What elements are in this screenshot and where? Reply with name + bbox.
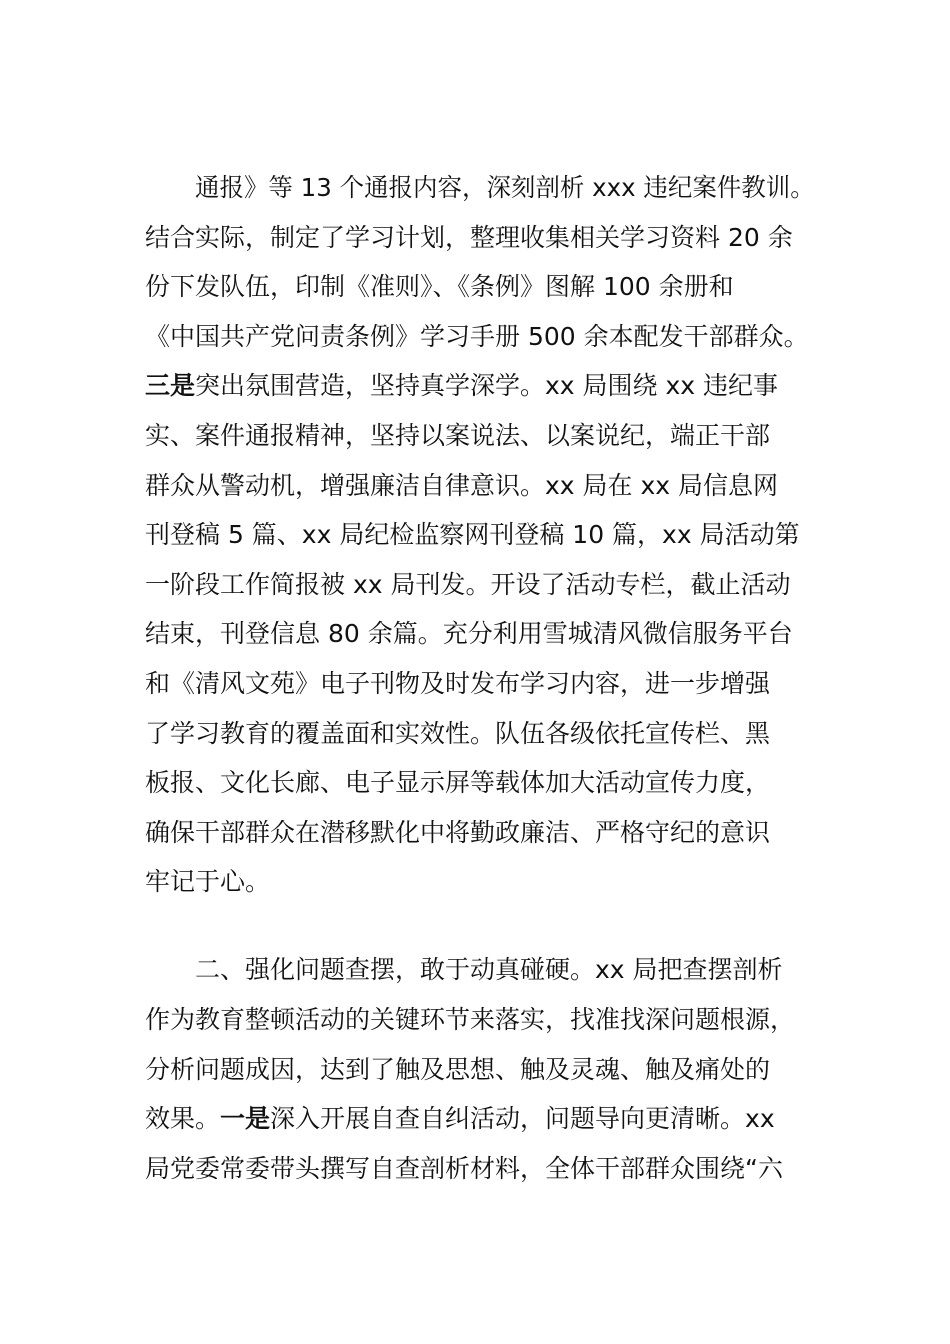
text-line <box>145 1054 770 1086</box>
bold-lead-in: 三是 <box>145 371 196 400</box>
text-run: 一阶段工作简报被 xx 局刊发。开设了活动专栏，截止活动 <box>145 570 791 599</box>
text-run: 突出氛围营造，坚持真学深学。xx 局围绕 xx 违纪事 <box>195 371 779 400</box>
text-run: 和《清风文苑》电子刊物及时发布学习内容，进一步增强 <box>145 669 771 698</box>
text-line <box>145 271 734 303</box>
text-line <box>145 569 791 601</box>
text-run: 群众从警动机，增强廉洁自律意识。xx 局在 xx 局信息网 <box>145 471 779 500</box>
text-run: 深入开展自查自纠活动，问题导向更清晰。xx <box>270 1104 775 1133</box>
text-run: 效果。 <box>145 1104 221 1133</box>
text-line <box>145 668 770 700</box>
text-run: 分析问题成因，达到了触及思想、触及灵魂、触及痛处的 <box>145 1055 771 1084</box>
text-line <box>145 470 778 502</box>
text-run: 确保干部群众在潜移默化中将勤政廉洁、严格守纪的意识 <box>145 818 771 847</box>
bold-lead-in: 一是 <box>220 1104 271 1133</box>
text-line <box>145 1004 795 1036</box>
text-run: 《中国共产党问责条例》学习手册 500 余本配发干部群众。 <box>145 322 809 351</box>
text-line <box>145 866 270 898</box>
text-line <box>145 1153 783 1185</box>
text-run: 份下发队伍，印制《准则》、《条例》图解 100 余册和 <box>145 272 734 301</box>
text-line <box>145 618 793 650</box>
text-run: 二、强化问题查摆，敢于动真碰硬。xx 局把查摆剖析 <box>195 955 783 984</box>
text-line <box>195 954 783 986</box>
text-line <box>145 370 778 402</box>
text-line <box>145 718 770 750</box>
text-run: 局党委常委带头撰写自查剖析材料，全体干部群众围绕“六 <box>145 1154 783 1183</box>
text-run: 通报》等 13 个通报内容，深刻剖析 xxx 违纪案件教训。 <box>195 173 815 202</box>
text-run: 结束，刊登信息 80 余篇。充分利用雪城清风微信服务平台 <box>145 619 793 648</box>
text-run: 了学习教育的覆盖面和实效性。队伍各级依托宣传栏、黑 <box>145 719 771 748</box>
text-run: 作为教育整顿活动的关键环节来落实，找准找深问题根源， <box>145 1005 796 1034</box>
text-line <box>145 817 770 849</box>
text-line <box>145 767 770 799</box>
text-run: 刊登稿 5 篇、xx 局纪检监察网刊登稿 10 篇，xx 局活动第 <box>145 520 800 549</box>
text-line <box>145 519 800 551</box>
text-line <box>145 222 793 254</box>
text-line <box>195 172 815 204</box>
text-line <box>145 1103 775 1135</box>
text-run: 板报、文化长廊、电子显示屏等载体加大活动宣传力度， <box>145 768 771 797</box>
text-run: 结合实际，制定了学习计划，整理收集相关学习资料 20 余 <box>145 223 793 252</box>
text-run: 实、案件通报精神，坚持以案说法、以案说纪，端正干部 <box>145 421 771 450</box>
text-line <box>145 321 809 353</box>
text-line <box>145 420 770 452</box>
text-run: 牢记于心。 <box>145 867 271 896</box>
